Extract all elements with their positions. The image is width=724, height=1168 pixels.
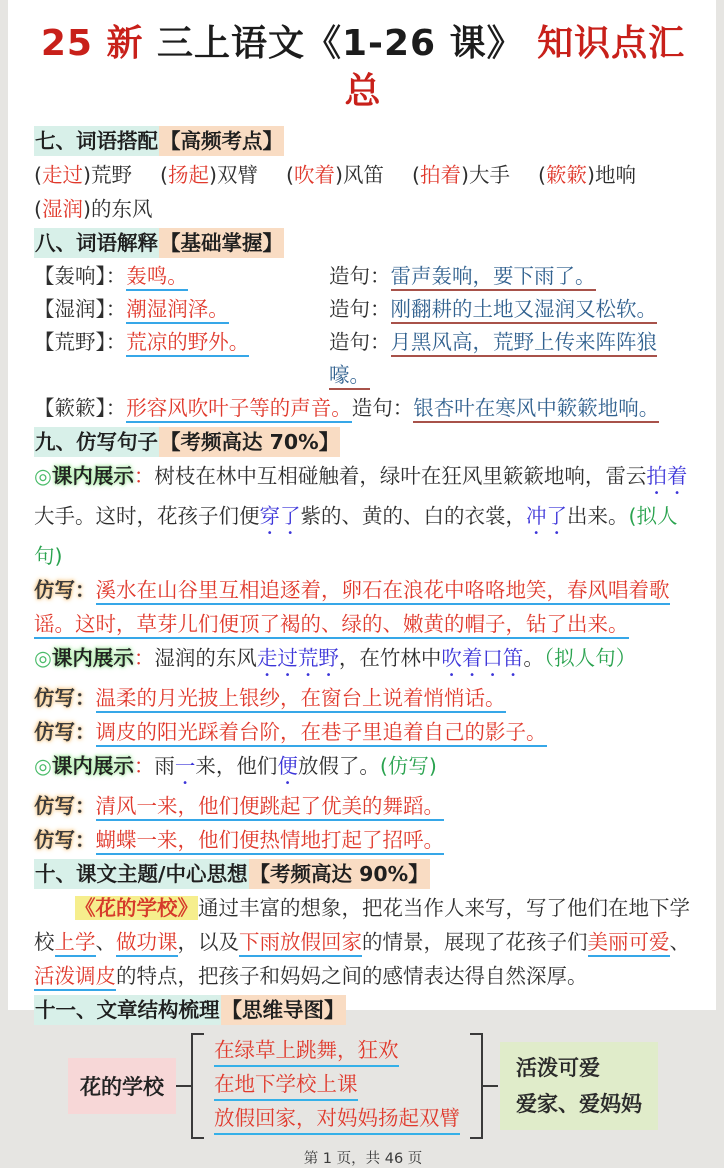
text-segment: 【基础掌握】 <box>159 228 284 258</box>
text-segment: 仿写： <box>34 828 96 852</box>
imitation-sentence-1 <box>34 573 692 641</box>
lesson-example-3 <box>34 749 692 789</box>
definition-term <box>34 392 352 425</box>
text-segment: ( <box>412 163 420 187</box>
page-title <box>34 20 692 116</box>
text-segment: 湿润 <box>42 197 83 221</box>
definition-row <box>34 293 692 326</box>
text-segment: 刚翻耕的土地又湿润又松软。 <box>391 297 658 324</box>
text-segment: （拟人句） <box>543 646 637 670</box>
text-segment: 【考频高达 70%】 <box>159 427 340 457</box>
text-segment: 九、仿写句子 <box>34 427 159 457</box>
text-segment: 【高频考点】 <box>159 126 284 156</box>
text-segment: 便 <box>277 754 298 778</box>
mind-map-result-line: 活泼可爱 <box>516 1056 600 1080</box>
text-segment: 造句： <box>329 330 391 354</box>
text-segment: 【湿润】： <box>34 297 127 321</box>
text-segment: ( <box>160 163 168 187</box>
word-pairing-line-2 <box>34 192 692 226</box>
text-segment: 吹着 <box>294 163 335 187</box>
text-segment: 大手。这时，花孩子们便 <box>34 504 260 528</box>
left-bracket <box>191 1033 204 1139</box>
text-segment: 【轰响】： <box>34 264 127 288</box>
text-segment: 通过丰富的想象，把花当作人来写，写了他们在地下学校 <box>34 896 690 954</box>
text-segment: 、 <box>95 930 116 954</box>
text-segment: 溪水在山谷里互相追逐着，卵石在浪花中咯咯地笑，春风唱着歌谣。这时，草芽儿们便顶了褐的、绿的、嫩黄的帽子，钻了出来。 <box>34 578 670 639</box>
text-segment: 课内展示 <box>51 464 134 488</box>
text-segment: )双臂 <box>209 163 258 187</box>
text-segment: 美丽可爱 <box>588 930 670 957</box>
text-segment: 树枝在林中互相碰触着，绿叶在狂风里簌簌地响，雷云 <box>154 464 647 488</box>
text-segment: 拍着 <box>420 163 461 187</box>
text-segment: 课内展示 <box>51 646 134 670</box>
title-red-prefix: 25 新 <box>40 23 144 64</box>
connector-line <box>483 1085 498 1088</box>
text-segment: 。 <box>523 646 544 670</box>
mind-map-result-line: 爱家、爱妈妈 <box>516 1092 642 1116</box>
text-segment: 仿写： <box>34 794 96 818</box>
mind-map-branches <box>204 1033 470 1139</box>
text-segment: ( <box>34 197 42 221</box>
mind-map-branch: 放假回家，对妈妈扬起双臂 <box>214 1105 460 1135</box>
text-segment: 温柔的月光披上银纱，在窗台上说着悄悄话。 <box>96 686 506 713</box>
text-segment: 的特点，把孩子和妈妈之间的感情表达得自然深厚。 <box>116 964 588 988</box>
text-segment: 课内展示 <box>51 754 134 778</box>
text-segment: 造句： <box>329 297 391 321</box>
text-segment: 冲了 <box>526 504 567 528</box>
definition-sentence <box>329 326 692 392</box>
text-segment: 蝴蝶一来，他们便热情地打起了招呼。 <box>96 828 445 855</box>
text-segment: ( <box>286 163 294 187</box>
text-segment: 清风一来，他们便跳起了优美的舞蹈。 <box>96 794 445 821</box>
section-9-heading <box>34 425 692 459</box>
text-segment: 造句： <box>329 264 391 288</box>
section-7-heading <box>34 124 692 158</box>
lesson-example-1 <box>34 459 692 573</box>
text-segment: 调皮的阳光踩着台阶，在巷子里追着自己的影子。 <box>96 720 547 747</box>
definition-term <box>34 260 329 293</box>
title-red-suffix: 知识点汇总 <box>344 23 686 112</box>
text-segment: 【荒野】： <box>34 330 127 354</box>
text-segment: )地响 <box>587 163 636 187</box>
lesson-example-2 <box>34 641 692 681</box>
text-segment: (拟人句) <box>34 504 678 568</box>
text-segment: 七、词语搭配 <box>34 126 159 156</box>
definition-term <box>34 326 329 392</box>
mind-map-root: 花的学校 <box>68 1058 176 1114</box>
text-segment: 仿写： <box>34 578 96 602</box>
text-segment: ( <box>538 163 546 187</box>
text-segment: 活泼调皮 <box>34 964 116 991</box>
section-11-heading <box>34 993 692 1027</box>
text-segment: 八、词语解释 <box>34 228 159 258</box>
text-segment: 【簌簌】： <box>34 396 127 420</box>
text-segment: ◎ <box>34 646 52 670</box>
text-segment: 拍着 <box>646 464 688 488</box>
mind-map <box>68 1033 692 1139</box>
document-page <box>8 0 716 1167</box>
text-segment: ，以及 <box>177 930 239 954</box>
text-segment: 仿写： <box>34 720 96 744</box>
imitation-sentence-5 <box>34 823 692 857</box>
text-segment: 潮湿润泽。 <box>126 297 229 324</box>
theme-paragraph <box>34 891 692 993</box>
text-segment: ◎ <box>34 464 52 488</box>
text-segment: 紫的、黄的、白的衣裳， <box>300 504 526 528</box>
imitation-sentence-4 <box>34 789 692 823</box>
text-segment: 仿写： <box>34 686 96 710</box>
text-segment: ，在竹林中 <box>338 646 442 670</box>
text-segment: 放假了。 <box>297 754 380 778</box>
right-bracket <box>470 1033 483 1139</box>
text-segment: )大手 <box>461 163 510 187</box>
text-segment: 雨 <box>154 754 175 778</box>
text-segment: 出来。 <box>567 504 629 528</box>
text-segment: 十一、文章结构梳理 <box>34 995 221 1025</box>
text-segment: ： <box>133 646 155 670</box>
text-segment: )的东风 <box>83 197 153 221</box>
text-segment: 一 <box>174 754 196 778</box>
text-segment: 月黑风高，荒野上传来阵阵狼嚎。 <box>329 330 657 390</box>
text-segment: 《花的学校》 <box>75 896 198 920</box>
text-segment: ： <box>133 464 155 488</box>
text-segment: ： <box>133 754 155 778</box>
definition-sentence <box>329 293 657 326</box>
text-segment: ( <box>34 163 42 187</box>
text-segment: 簌簌 <box>546 163 587 187</box>
imitation-sentence-3 <box>34 715 692 749</box>
text-segment: 吹着口笛 <box>441 646 524 670</box>
text-segment: 、 <box>669 930 690 954</box>
text-segment: 十、课文主题/中心思想 <box>34 859 249 889</box>
text-segment: 湿润的东风 <box>154 646 257 670</box>
text-segment: 荒凉的野外。 <box>126 330 249 357</box>
definition-row <box>34 260 692 293</box>
text-segment: )荒野 <box>83 163 132 187</box>
text-segment: 雷声轰响，要下雨了。 <box>391 264 596 291</box>
text-segment: )风笛 <box>335 163 384 187</box>
definition-sentence <box>352 392 660 425</box>
text-segment: ◎ <box>34 754 52 778</box>
text-segment: 形容风吹叶子等的声音。 <box>126 396 352 423</box>
section-10-heading <box>34 857 692 891</box>
connector-line <box>176 1085 191 1088</box>
text-segment: 穿了 <box>259 504 301 528</box>
text-segment: 【思维导图】 <box>221 995 346 1025</box>
text-segment: 走过荒野 <box>256 646 339 670</box>
text-segment: 上学 <box>55 930 96 957</box>
definition-sentence <box>329 260 596 293</box>
text-segment: 做功课 <box>116 930 178 957</box>
title-black-middle: 三上语文《1-26 课》 <box>157 23 524 64</box>
text-segment: 扬起 <box>168 163 209 187</box>
text-segment: 银杏叶在寒风中簌簌地响。 <box>413 396 659 423</box>
mind-map-result <box>500 1042 658 1130</box>
page-number: 第 1 页，共 46 页 <box>303 1151 423 1167</box>
section-8-heading <box>34 226 692 260</box>
text-segment: 造句： <box>351 396 414 420</box>
mind-map-branch: 在绿草上跳舞，狂欢 <box>214 1037 399 1067</box>
text-segment: 下雨放假回家 <box>239 930 362 957</box>
text-segment: (仿写) <box>379 754 437 778</box>
definition-term <box>34 293 329 326</box>
mind-map-branch: 在地下学校上课 <box>214 1071 358 1101</box>
text-segment: 【考频高达 90%】 <box>249 859 430 889</box>
text-segment: 轰鸣。 <box>126 264 188 291</box>
definition-row <box>34 392 692 425</box>
text-segment: 走过 <box>42 163 83 187</box>
word-pairing-line-1 <box>34 158 692 192</box>
imitation-sentence-2 <box>34 681 692 715</box>
text-segment: 来，他们 <box>195 754 278 778</box>
text-segment: 的情景，展现了花孩子们 <box>362 930 588 954</box>
definition-row <box>34 326 692 392</box>
